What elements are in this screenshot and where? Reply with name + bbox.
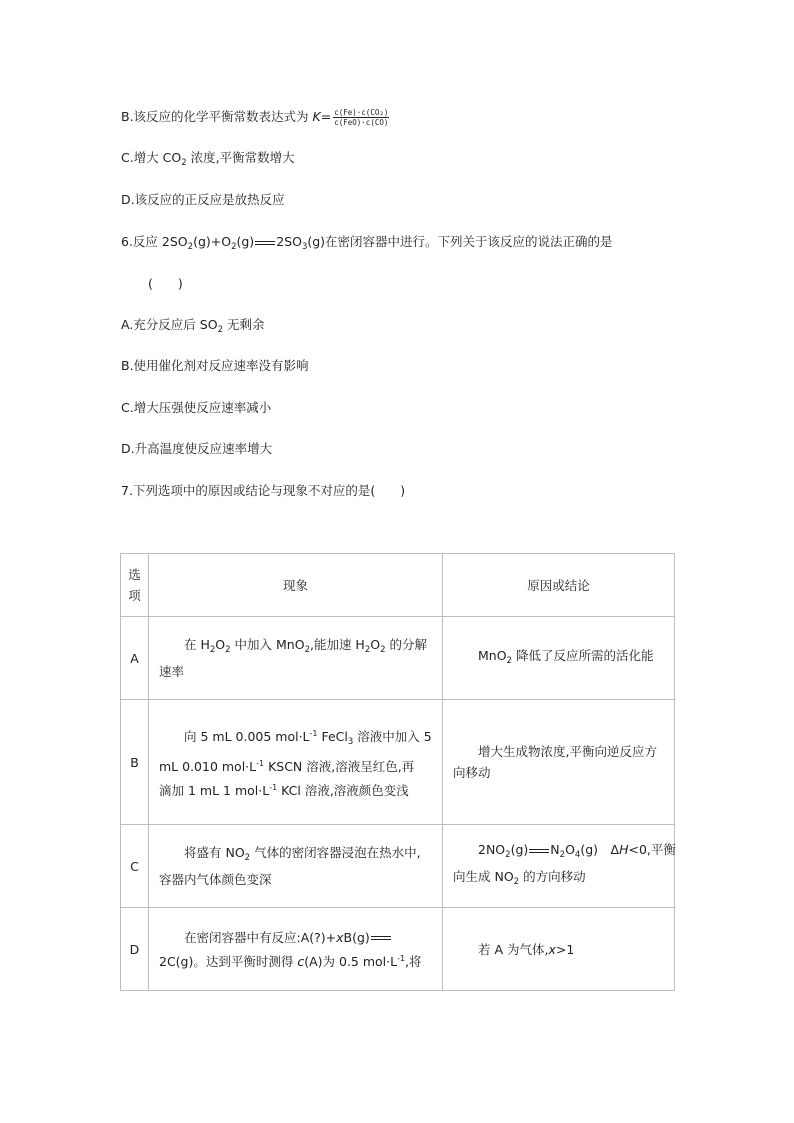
q6-option-b: B.使用催化剂对反应速率没有影响 (121, 358, 309, 373)
q6-option-c: C.增大压强使反应速率减小 (121, 400, 272, 415)
row-d-option: D (121, 908, 149, 991)
question-6-stem (121, 233, 613, 256)
row-d-phenomenon: 在密闭容器中有反应:A(?)+xB(g) 2C(g)。达到平衡时测得 c(A)为 0.5 $mol\cdot L^{-1}$,将 (149, 908, 443, 991)
subscript: 2 (231, 242, 237, 252)
row-b-reason: 增大生成物浓度,平衡向逆反应方 向移动 (443, 700, 675, 825)
option-d-text: D.该反应的正反应是放热反应 (121, 192, 285, 207)
option-b-line (121, 108, 389, 127)
row-b-phenomenon: 向 5 mL 0.005 $mol\cdot L^{-1}$ FeCl$_3$ 溶液中加入 5 mL 0.010 $mol\cdot L^{-1}$ KSCN 溶液,溶液呈红色,再 滴加 1 mL 1 $mol\cdot L^{-1}$ KCl 溶液,溶液颜色变浅 (149, 700, 443, 825)
subscript: 2 (217, 325, 223, 335)
k-denominator: c(FeO)·c(CO) (334, 118, 389, 127)
equilibrium-arrow-icon (371, 935, 391, 941)
option-d-line (121, 191, 285, 209)
header-phenomenon: 现象 (149, 554, 443, 617)
header-option-char2: 项 (128, 588, 141, 603)
row-c-reason: $2NO_2(g)$ $N_2O_4(g)$ ΔH<0,平衡 向生成 $NO_2$ 的方向移动 (443, 825, 675, 908)
header-reason: 原因或结论 (443, 554, 675, 617)
q6-option-d: D.升高温度使反应速率增大 (121, 441, 273, 456)
row-a-reason: MnO$_2$ 降低了反应所需的活化能 (443, 617, 675, 700)
header-option (121, 554, 149, 617)
equilibrium-arrow-icon (255, 240, 275, 246)
subscript: 2 (181, 158, 187, 168)
row-c-option: C (121, 825, 149, 908)
k-fraction (333, 108, 389, 127)
q6-option-a-text-end: 无剩余 (222, 317, 265, 332)
table-row-a (121, 617, 675, 700)
table-row-c (121, 825, 675, 908)
option-c-text: C.增大 CO (121, 150, 182, 165)
header-option-char1: 选 (128, 567, 141, 582)
q6-text: 2SO (276, 234, 302, 249)
question-7-stem: 7.下列选项中的原因或结论与现象不对应的是( ) (121, 483, 406, 498)
q6-text: 6.反应 2SO (121, 234, 188, 249)
row-a-option: A (121, 617, 149, 700)
row-c-phenomenon: 将盛有 $NO_2$ 气体的密闭容器浸泡在热水中, 容器内气体颜色变深 (149, 825, 443, 908)
k-numerator: c(Fe)·c(CO₂) (334, 108, 389, 117)
q6-text: (g)+O (193, 234, 232, 249)
q6-option-a (121, 316, 264, 339)
subscript: 2 (187, 242, 194, 252)
table-row-d (121, 908, 675, 991)
k-symbol: K= (312, 109, 332, 124)
option-c-text-end: 浓度,平衡常数增大 (186, 150, 295, 165)
question-7-table (120, 553, 675, 991)
option-c-line (121, 149, 295, 172)
q6-option-a-text: A.充分反应后 SO (121, 317, 218, 332)
question-6-answer-blank: ( ) (148, 276, 183, 291)
table-row-b (121, 700, 675, 825)
row-b-option: B (121, 700, 149, 825)
row-d-reason: 若 A 为气体,x>1 (443, 908, 675, 991)
equilibrium-arrow-icon (529, 848, 549, 854)
q6-text: (g) (236, 234, 255, 249)
table-header-row (121, 554, 675, 617)
option-b-text: B.该反应的化学平衡常数表达式为 (121, 109, 313, 124)
q6-text: (g)在密闭容器中进行。下列关于该反应的说法正确的是 (307, 234, 613, 249)
subscript: 3 (301, 242, 308, 252)
row-a-phenomenon: 在 $H_2O_2$ 中加入 MnO$_2$,能加速 $H_2O_2$ 的分解 速率 (149, 617, 443, 700)
